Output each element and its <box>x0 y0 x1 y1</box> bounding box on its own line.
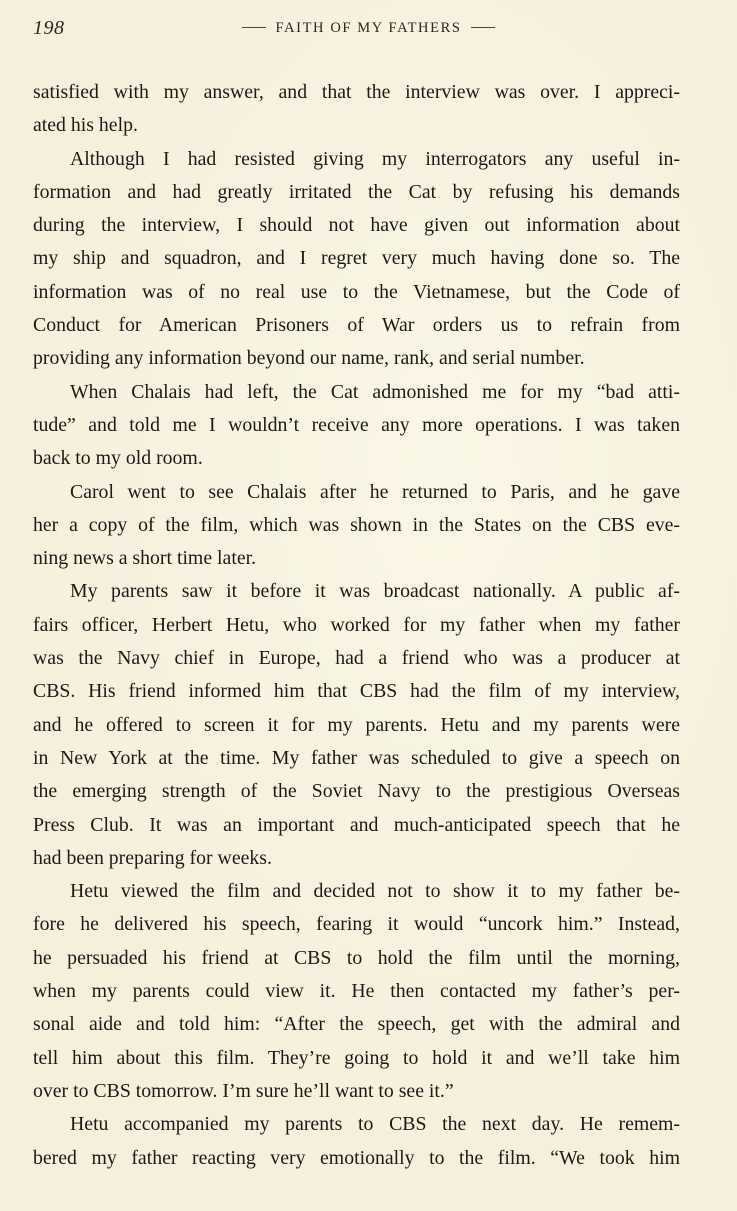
text-line: providing any information beyond our name, rank, and serial number. <box>33 347 585 370</box>
text-line: and he offered to screen it for my parents. Hetu and my parents were <box>33 713 680 736</box>
page-number: 198 <box>33 17 65 39</box>
text-line: Conduct for American Prisoners of War orders us to refrain from <box>33 314 680 337</box>
text-line: tell him about this film. They’re going to hold it and we’ll take him <box>33 1046 680 1069</box>
text-line: When Chalais had left, the Cat admonished me for my “bad atti- <box>70 380 680 403</box>
text-line: over to CBS tomorrow. I’m sure he’ll want to see it.” <box>33 1079 454 1102</box>
text-line: fairs officer, Herbert Hetu, who worked for my father when my father <box>33 613 680 636</box>
text-line: My parents saw it before it was broadcast nationally. A public af- <box>70 580 680 603</box>
text-line: the emerging strength of the Soviet Navy to the prestigious Overseas <box>33 780 680 803</box>
book-title: FAITH OF MY FATHERS <box>275 20 462 36</box>
running-head <box>33 17 704 43</box>
text-line: sonal aide and told him: “After the speech, get with the admiral and <box>33 1013 680 1036</box>
text-line: when my parents could view it. He then contacted my father’s per- <box>33 980 680 1003</box>
text-line: satisfied with my answer, and that the interview was over. I appreci- <box>33 81 680 103</box>
text-line: back to my old room. <box>33 447 203 470</box>
text-line: her a copy of the film, which was shown in the States on the CBS eve- <box>33 513 680 536</box>
text-line: during the interview, I should not have given out information about <box>33 214 680 237</box>
text-line: formation and had greatly irritated the Cat by refusing his demands <box>33 180 680 203</box>
text-line: Hetu viewed the film and decided not to show it to my father be- <box>70 880 680 903</box>
running-title <box>33 20 704 37</box>
text-line: he persuaded his friend at CBS to hold the film until the morning, <box>33 946 680 969</box>
title-dash-left <box>242 27 266 28</box>
text-line: was the Navy chief in Europe, had a friend who was a producer at <box>33 647 680 670</box>
body-text <box>33 76 680 1175</box>
text-line: Press Club. It was an important and much-anticipated speech that he <box>33 813 680 836</box>
text-line: fore he delivered his speech, fearing it would “uncork him.” Instead, <box>33 913 680 936</box>
text-line: bered my father reacting very emotionally to the film. “We took him <box>33 1146 680 1169</box>
text-line: tude” and told me I wouldn’t receive any more operations. I was taken <box>33 413 680 436</box>
text-line: CBS. His friend informed him that CBS had the film of my interview, <box>33 680 680 703</box>
text-line: in New York at the time. My father was scheduled to give a speech on <box>33 746 680 769</box>
text-line: had been preparing for weeks. <box>33 846 272 869</box>
text-line: Hetu accompanied my parents to CBS the next day. He remem- <box>70 1113 680 1136</box>
text-line: information was of no real use to the Vietnamese, but the Code of <box>33 280 680 303</box>
text-line: Although I had resisted giving my interrogators any useful in- <box>70 147 680 170</box>
title-dash-right <box>471 27 495 28</box>
text-line: ated his help. <box>33 114 138 137</box>
text-line: ning news a short time later. <box>33 547 257 570</box>
text-line: Carol went to see Chalais after he returned to Paris, and he gave <box>70 480 680 503</box>
text-line: my ship and squadron, and I regret very much having done so. The <box>33 247 680 270</box>
